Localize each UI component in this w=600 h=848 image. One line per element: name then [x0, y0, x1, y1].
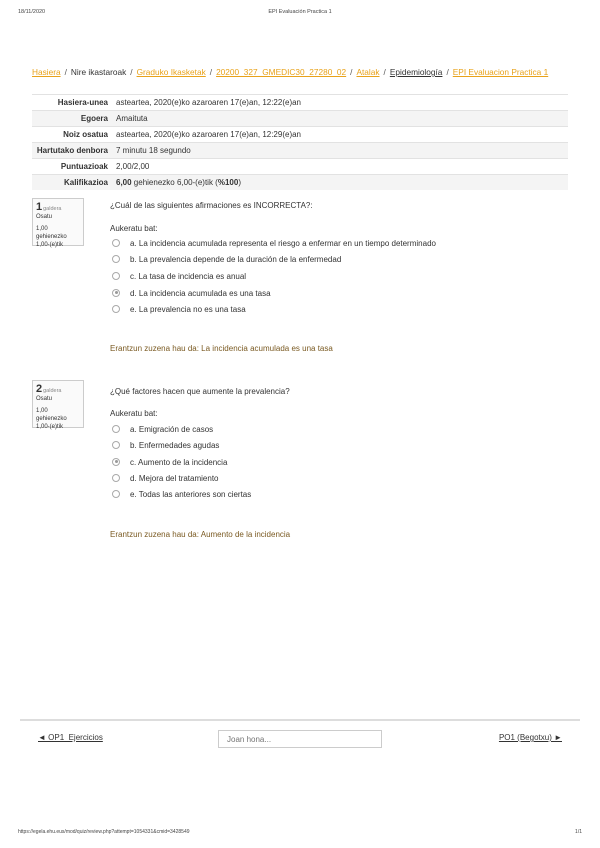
question-state: Osatu [36, 396, 53, 402]
option-1a[interactable]: a. La incidencia acumulada representa el riesgo a enfermar en un tiempo determinado [112, 238, 436, 250]
breadcrumb-degree-studies[interactable]: Graduko Ikasketak [136, 67, 206, 77]
radio-button[interactable] [112, 305, 120, 313]
bottom-divider [20, 719, 580, 721]
question-mark: 1,00 gehienezko 1,00-(e)tik [36, 226, 67, 248]
radio-button[interactable] [112, 255, 120, 263]
summary-key: Egoera [32, 111, 112, 127]
summary-value: 2,00/2,00 [112, 159, 568, 175]
breadcrumb-epidemiology[interactable]: Epidemiología [389, 67, 443, 77]
option-1e[interactable]: e. La prevalencia no es una tasa [112, 304, 246, 316]
question-text-2: ¿Qué factores hacen que aumente la prevalencia? [110, 387, 290, 396]
summary-key: Hasiera-unea [32, 95, 112, 111]
option-1b[interactable]: b. La prevalencia depende de la duración de la enfermedad [112, 254, 341, 266]
question-text-1: ¿Cuál de las siguientes afirmaciones es INCORRECTA?: [110, 201, 313, 210]
question-number: 1 [36, 201, 43, 213]
question-info-1 [32, 198, 84, 246]
grade-value: 6,00 [116, 178, 132, 187]
question-state: Osatu [36, 214, 53, 220]
question-label: galdera [43, 206, 62, 212]
summary-value: 7 minutu 18 segundo [112, 143, 568, 159]
summary-value: asteartea, 2020(e)ko azaroaren 17(e)an, 12:29(e)an [112, 127, 568, 143]
radio-button[interactable] [112, 474, 120, 482]
right-answer-1: Erantzun zuzena hau da: La incidencia acumulada es una tasa [110, 344, 333, 353]
previous-activity-link[interactable]: ◄ OP1_Ejercicios [38, 733, 103, 742]
summary-value [112, 175, 568, 191]
breadcrumb-sections[interactable]: Atalak [356, 67, 380, 77]
right-answer-2: Erantzun zuzena hau da: Aumento de la incidencia [110, 530, 291, 539]
answer-label-2: Aukeratu bat: [110, 409, 158, 418]
grade-percent: %100 [217, 178, 239, 187]
grade-max: gehienezko 6,00-(e)tik ( [131, 178, 218, 187]
summary-key: Puntuazioak [32, 159, 112, 175]
breadcrumb-quiz[interactable]: EPI Evaluacion Practica 1 [452, 67, 549, 77]
radio-button[interactable] [112, 239, 120, 247]
print-date: 18/11/2020 [18, 9, 46, 15]
print-title: EPI Evaluación Practica 1 [268, 9, 332, 15]
radio-button[interactable] [112, 490, 120, 498]
jump-to-input[interactable] [218, 730, 382, 748]
option-2d[interactable]: d. Mejora del tratamiento [112, 473, 219, 485]
radio-button-selected[interactable] [112, 458, 120, 466]
summary-row [32, 127, 568, 143]
breadcrumb-course[interactable]: 20200_327_GMEDIC30_27280_02 [216, 67, 347, 77]
next-activity-link[interactable]: PO1 (Begotxu) ► [498, 733, 562, 742]
option-1d[interactable]: d. La incidencia acumulada es una tasa [112, 288, 271, 300]
summary-row [32, 95, 568, 111]
question-info-2 [32, 380, 84, 428]
summary-key: Hartutako denbora [32, 143, 112, 159]
question-mark: 1,00 gehienezko 1,00-(e)tik [36, 408, 67, 430]
summary-row [32, 111, 568, 127]
print-page-number: 1/1 [575, 829, 582, 835]
summary-row [32, 159, 568, 175]
radio-button-selected[interactable] [112, 289, 120, 297]
question-number: 2 [36, 383, 43, 395]
question-label: galdera [43, 388, 62, 394]
grade-close: ) [238, 178, 241, 187]
summary-value: asteartea, 2020(e)ko azaroaren 17(e)an, 12:22(e)an [112, 95, 568, 111]
radio-button[interactable] [112, 441, 120, 449]
attempt-summary-table [32, 94, 568, 190]
radio-button[interactable] [112, 425, 120, 433]
option-2e[interactable]: e. Todas las anteriores son ciertas [112, 489, 251, 501]
summary-key: Kalifikazioa [32, 175, 112, 191]
breadcrumb-home[interactable]: Hasiera [32, 67, 61, 77]
option-2c[interactable]: c. Aumento de la incidencia [112, 457, 227, 469]
print-url: https://egela.ehu.eus/mod/quiz/review.php?attempt=1054331&cmid=3428549 [18, 829, 190, 835]
summary-key: Noiz osatua [32, 127, 112, 143]
answer-label-1: Aukeratu bat: [110, 224, 158, 233]
radio-button[interactable] [112, 272, 120, 280]
summary-row [32, 175, 568, 191]
breadcrumb-my-courses: Nire ikastaroak [70, 67, 127, 77]
summary-value: Amaituta [112, 111, 568, 127]
option-1c[interactable]: c. La tasa de incidencia es anual [112, 271, 246, 283]
summary-row [32, 143, 568, 159]
option-2b[interactable]: b. Enfermedades agudas [112, 440, 219, 452]
option-2a[interactable]: a. Emigración de casos [112, 424, 213, 436]
breadcrumb: Hasiera / Nire ikastaroak / Graduko Ikasketak / 20200_327_GMEDIC30_27280_02 / Atalak / Epidemiología / EPI Evaluacion Practica 1 [32, 67, 549, 77]
